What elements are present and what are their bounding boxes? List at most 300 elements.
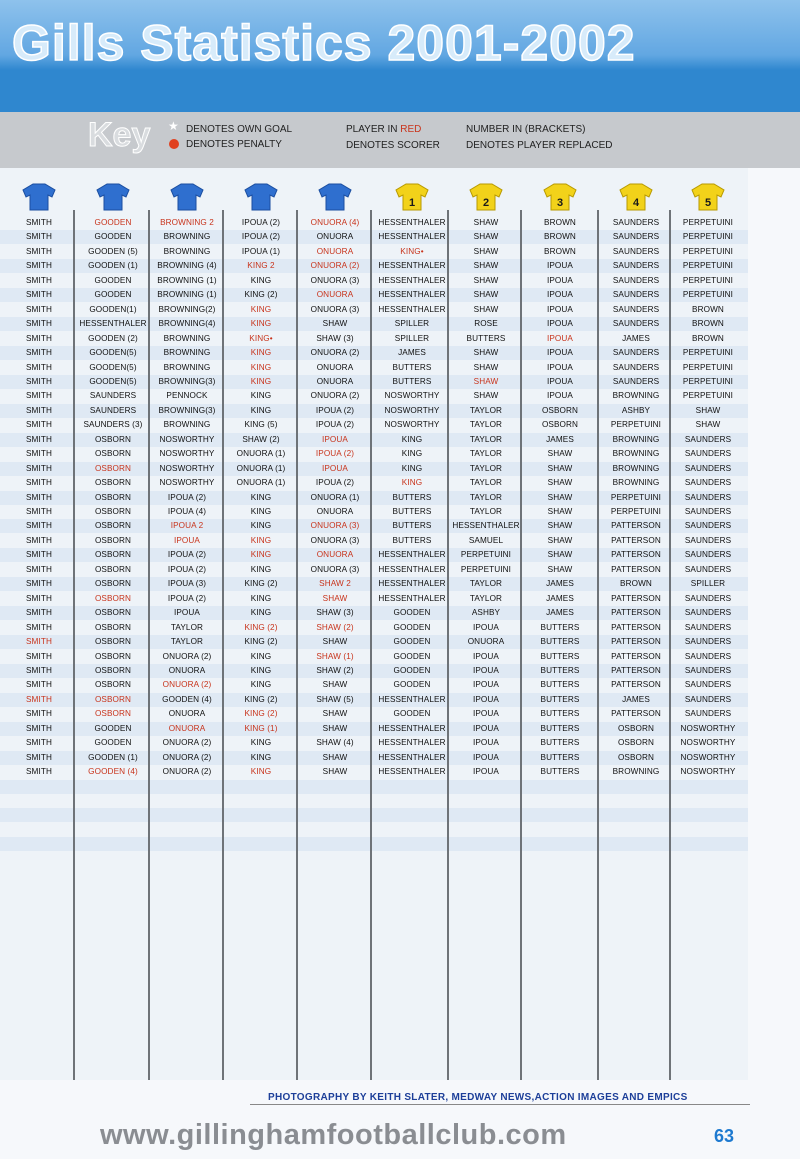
lineup-cell: BUTTERS: [540, 738, 580, 748]
lineup-cell: HESSENTHALER: [378, 290, 446, 300]
photo-credit: PHOTOGRAPHY BY KEITH SLATER, MEDWAY NEWS,ACTION IMAGES AND EMPICS: [268, 1092, 688, 1103]
lineup-cell: IPOUA (4): [167, 507, 207, 516]
lineup-cell: SAUNDERS: [684, 608, 732, 618]
lineup-cell: GOODEN (4): [88, 767, 138, 777]
lineup-cell: SHAW: [473, 348, 499, 358]
lineup-cell: SPILLER: [394, 333, 430, 343]
lineup-cell: SHAW (2): [316, 665, 354, 675]
lineup-cell: GOODEN: [393, 608, 431, 618]
lineup-cell: IPOUA 2: [170, 521, 204, 531]
lineup-cell: IPOUA: [473, 752, 499, 762]
credit-divider: [250, 1104, 750, 1105]
lineup-cell: OSBORN: [94, 709, 132, 719]
lineup-cell: ONUORA: [316, 362, 354, 372]
lineup-cell: BROWNING(3): [158, 405, 216, 415]
lineup-cell: IPOUA: [322, 463, 348, 473]
lineup-cell: KING: [250, 564, 272, 574]
lineup-cell: KING (2): [244, 290, 278, 300]
lineup-cell: KING: [250, 752, 272, 762]
lineup-cell: KING: [250, 405, 272, 415]
lineup-cell: IPOUA (2): [241, 218, 281, 227]
lineup-cell: HESSENTHALER: [378, 550, 446, 560]
lineup-cell: PATTERSON: [611, 680, 661, 690]
lineup-cell: SAUNDERS: [612, 290, 660, 300]
lineup-cell: BROWNING: [163, 420, 211, 430]
lineup-cell: ONUORA (3): [310, 521, 360, 531]
lineup-cell: BUTTERS: [540, 694, 580, 704]
lineup-cell: PATTERSON: [611, 665, 661, 675]
lineup-cell: ONUORA (2): [162, 738, 212, 748]
lineup-cell: SMITH: [26, 651, 52, 661]
shirt-number: 3: [556, 197, 564, 209]
lineup-cell: BROWNING: [612, 478, 660, 488]
home-shirt-icon: [317, 182, 353, 212]
lineup-cell: NOSWORTHY: [384, 391, 440, 401]
lineup-cell: KING: [250, 521, 272, 531]
lineup-cell: GOODEN: [94, 218, 132, 227]
lineup-cell: KING: [250, 348, 272, 358]
shirt-number: 4: [632, 197, 640, 209]
lineup-cell: IPOUA: [547, 261, 573, 271]
lineup-cell: IPOUA: [547, 275, 573, 285]
lineup-cell: OSBORN: [617, 723, 655, 733]
lineup-cell: SHAW (3): [316, 608, 354, 618]
home-shirt-icon: [243, 182, 279, 212]
lineup-cell: SAUNDERS: [612, 304, 660, 314]
lineup-cell: SPILLER: [690, 579, 726, 589]
lineup-cell: KING: [401, 478, 423, 488]
lineup-cell: GOODEN (4): [162, 694, 212, 704]
lineup-cell: HESSENTHALER: [378, 738, 446, 748]
shirt-number: 1: [408, 197, 416, 209]
lineup-cell: KING (2): [244, 579, 278, 589]
lineup-cell: PERPETUINI: [682, 246, 734, 256]
lineup-cell: NOSWORTHY: [159, 449, 215, 459]
lineup-cell: IPOUA: [473, 622, 499, 632]
lineup-cell: GOODEN(1): [89, 304, 137, 314]
lineup-cell: SMITH: [26, 261, 52, 271]
lineup-cell: TAYLOR: [469, 463, 503, 473]
away-shirt-icon: [394, 182, 430, 212]
website-url: www.gillinghamfootballclub.com: [100, 1119, 567, 1151]
lineup-cell: IPOUA (2): [241, 232, 281, 242]
lineup-cell: PENNOCK: [166, 391, 208, 401]
lineup-cell: OSBORN: [94, 637, 132, 647]
lineup-cell: SAUNDERS: [684, 564, 732, 574]
lineup-cell: SHAW (1): [316, 651, 354, 661]
lineup-cell: ONUORA: [316, 550, 354, 560]
lineup-cell: HESSENTHALER: [378, 723, 446, 733]
lineup-cell: BROWN: [620, 579, 652, 589]
lineup-cell: KING: [250, 391, 272, 401]
lineup-cell: HESSENTHALER: [378, 218, 446, 227]
lineup-cell: BUTTERS: [540, 767, 580, 777]
lineup-cell: IPOUA: [473, 709, 499, 719]
lineup-cell: OSBORN: [617, 752, 655, 762]
lineup-cell: BUTTERS: [540, 680, 580, 690]
lineup-cell: OSBORN: [94, 694, 132, 704]
lineup-cell: HESSENTHALER: [378, 232, 446, 242]
lineup-cell: HESSENTHALER: [378, 767, 446, 777]
lineup-cell: SMITH: [26, 521, 52, 531]
lineup-cell: IPOUA: [547, 304, 573, 314]
lineup-cell: GOODEN: [94, 290, 132, 300]
key-number-brackets: NUMBER IN (BRACKETS): [466, 124, 586, 135]
lineup-cell: SAUNDERS: [684, 449, 732, 459]
lineup-cell: OSBORN: [617, 738, 655, 748]
lineup-cell: ONUORA: [168, 723, 206, 733]
lineup-cell: BUTTERS: [540, 637, 580, 647]
lineup-cell: NOSWORTHY: [680, 738, 736, 748]
lineup-cell: ONUORA (3): [310, 304, 360, 314]
row-stripe: [0, 780, 748, 794]
lineup-cell: BUTTERS: [540, 622, 580, 632]
lineup-cell: SMITH: [26, 608, 52, 618]
lineup-cell: SMITH: [26, 246, 52, 256]
lineup-cell: SMITH: [26, 535, 52, 545]
lineup-cell: BROWNING(4): [158, 319, 216, 329]
lineup-cell: SAUNDERS: [684, 492, 732, 502]
lineup-cell: IPOUA (2): [167, 550, 207, 560]
lineup-cell: BROWNING: [163, 348, 211, 358]
lineup-cell: IPOUA: [322, 434, 348, 444]
lineup-cell: SMITH: [26, 622, 52, 632]
lineup-cell: SHAW: [322, 637, 348, 647]
lineup-cell: SMITH: [26, 550, 52, 560]
lineup-cell: HESSENTHALER: [452, 521, 520, 531]
lineup-cell: ONUORA (2): [310, 348, 360, 358]
lineup-cell: KING (2): [244, 622, 278, 632]
lineup-cell: IPOUA: [547, 319, 573, 329]
lineup-cell: KING: [250, 304, 272, 314]
lineup-cell: SAUNDERS: [684, 651, 732, 661]
lineup-cell: PERPETUINI: [682, 218, 734, 227]
lineup-cell: PATTERSON: [611, 622, 661, 632]
lineup-cell: KING: [250, 767, 272, 777]
lineup-cell: OSBORN: [94, 434, 132, 444]
lineup-cell: SMITH: [26, 738, 52, 748]
lineup-cell: PERPETUINI: [682, 232, 734, 242]
lineup-cell: PERPETUINI: [682, 275, 734, 285]
lineup-cell: NOSWORTHY: [384, 420, 440, 430]
row-stripe: [0, 837, 748, 851]
lineup-cell: JAMES: [546, 579, 574, 589]
lineup-cell: SMITH: [26, 463, 52, 473]
lineup-cell: IPOUA: [473, 680, 499, 690]
lineup-cell: TAYLOR: [469, 434, 503, 444]
lineup-cell: KING: [250, 550, 272, 560]
lineup-cell: GOODEN (1): [88, 752, 138, 762]
lineup-cell: IPOUA: [547, 290, 573, 300]
lineup-cell: SPILLER: [394, 319, 430, 329]
lineup-cell: ONUORA (2): [310, 391, 360, 401]
lineup-cell: SHAW: [547, 535, 573, 545]
lineup-cell: GOODEN (1): [88, 261, 138, 271]
lineup-cell: KING (2): [244, 637, 278, 647]
lineup-cell: BUTTERS: [392, 507, 432, 516]
lineup-cell: IPOUA (2): [315, 420, 355, 430]
lineup-cell: ONUORA: [168, 709, 206, 719]
lineup-cell: SAUNDERS: [684, 665, 732, 675]
lineup-cell: TAYLOR: [469, 579, 503, 589]
lineup-cell: IPOUA: [547, 362, 573, 372]
lineup-cell: ONUORA: [168, 665, 206, 675]
lineup-cell: BUTTERS: [540, 752, 580, 762]
lineup-cell: BROWNING: [612, 434, 660, 444]
lineup-cell: KING•: [249, 333, 273, 343]
lineup-cell: NOSWORTHY: [680, 767, 736, 777]
lineup-cell: JAMES: [546, 593, 574, 603]
lineup-cell: JAMES: [546, 608, 574, 618]
lineup-cell: NOSWORTHY: [159, 434, 215, 444]
lineup-cell: SHAW (5): [316, 694, 354, 704]
lineup-cell: IPOUA (1): [241, 246, 281, 256]
lineup-cell: GOODEN(5): [89, 376, 137, 386]
lineup-cell: PATTERSON: [611, 535, 661, 545]
away-shirt-icon: [542, 182, 578, 212]
lineup-cell: SMITH: [26, 391, 52, 401]
lineup-cell: ONUORA: [316, 290, 354, 300]
lineup-cell: OSBORN: [94, 680, 132, 690]
lineup-cell: JAMES: [546, 434, 574, 444]
lineup-cell: GOODEN: [393, 665, 431, 675]
lineup-cell: BUTTERS: [540, 665, 580, 675]
lineup-cell: BROWNING (1): [157, 275, 217, 285]
lineup-cell: SHAW: [473, 218, 499, 227]
lineup-cell: BROWNING: [612, 391, 660, 401]
lineup-cell: PERPETUINI: [682, 376, 734, 386]
lineup-cell: BROWNING(3): [158, 376, 216, 386]
lineup-cell: HESSENTHALER: [378, 694, 446, 704]
lineup-cell: SMITH: [26, 290, 52, 300]
home-shirt-icon: [21, 182, 57, 212]
lineup-cell: SHAW (4): [316, 738, 354, 748]
lineup-cell: BROWNING: [612, 449, 660, 459]
lineup-cell: IPOUA: [473, 651, 499, 661]
lineup-cell: SMITH: [26, 434, 52, 444]
lineup-cell: HESSENTHALER: [79, 319, 147, 329]
lineup-cell: SHAW: [547, 463, 573, 473]
shirt-number: 5: [704, 197, 712, 209]
key-player-in-prefix: PLAYER IN: [346, 124, 401, 135]
key-denotes-replaced: DENOTES PLAYER REPLACED: [466, 140, 613, 151]
lineup-cell: BROWN: [544, 246, 576, 256]
lineup-cell: SAUNDERS: [612, 362, 660, 372]
page-title: Gills Statistics 2001-2002: [12, 15, 636, 71]
lineup-cell: BROWNING: [612, 767, 660, 777]
lineup-cell: IPOUA (2): [167, 564, 207, 574]
lineup-cell: ONUORA (1): [310, 492, 360, 502]
lineup-cell: HESSENTHALER: [378, 304, 446, 314]
lineup-cell: SHAW: [322, 723, 348, 733]
lineup-cell: SAUNDERS: [684, 478, 732, 488]
lineup-cell: OSBORN: [94, 463, 132, 473]
lineup-cell: SHAW: [547, 550, 573, 560]
lineup-cell: SAUNDERS: [684, 709, 732, 719]
lineup-cell: PERPETUINI: [610, 420, 662, 430]
lineup-cell: PERPETUINI: [460, 550, 512, 560]
lineup-cell: SAUNDERS: [612, 218, 660, 227]
shirt-number: 2: [482, 197, 490, 209]
lineup-cell: SAUNDERS: [684, 521, 732, 531]
lineup-cell: OSBORN: [541, 420, 579, 430]
lineup-cell: SMITH: [26, 752, 52, 762]
lineup-cell: BROWNING (1): [157, 290, 217, 300]
lineup-cell: SAUNDERS: [684, 535, 732, 545]
home-shirt-icon: [169, 182, 205, 212]
lineup-cell: SMITH: [26, 362, 52, 372]
lineup-cell: PERPETUINI: [682, 391, 734, 401]
lineup-cell: ONUORA (3): [310, 535, 360, 545]
lineup-cell: ONUORA (1): [236, 478, 286, 488]
lineup-cell: SMITH: [26, 723, 52, 733]
lineup-cell: ONUORA: [316, 232, 354, 242]
lineup-cell: SHAW: [547, 449, 573, 459]
lineup-cell: SMITH: [26, 709, 52, 719]
lineup-cell: OSBORN: [94, 521, 132, 531]
lineup-cell: SAUNDERS: [684, 622, 732, 632]
lineup-cell: ONUORA (3): [310, 564, 360, 574]
lineup-cell: KING: [401, 449, 423, 459]
lineup-cell: OSBORN: [94, 550, 132, 560]
lineup-cell: IPOUA (2): [315, 405, 355, 415]
away-shirt-icon: [468, 182, 504, 212]
lineup-cell: SMITH: [26, 478, 52, 488]
lineup-cell: SMITH: [26, 579, 52, 589]
key-penalty: DENOTES PENALTY: [186, 139, 282, 150]
lineup-cell: GOODEN(5): [89, 362, 137, 372]
lineup-cell: PATTERSON: [611, 608, 661, 618]
lineup-cell: ONUORA: [316, 507, 354, 516]
lineup-cell: IPOUA: [473, 694, 499, 704]
lineup-cell: KING: [401, 434, 423, 444]
lineup-cell: SAUNDERS: [612, 232, 660, 242]
lineup-cell: SMITH: [26, 348, 52, 358]
lineup-cell: IPOUA: [174, 535, 200, 545]
lineup-cell: NOSWORTHY: [159, 478, 215, 488]
lineup-cell: SHAW: [695, 420, 721, 430]
lineup-cell: SHAW: [322, 752, 348, 762]
lineup-cell: KING (2): [244, 694, 278, 704]
lineup-cell: IPOUA (2): [167, 492, 207, 502]
lineup-cell: BROWNING: [163, 246, 211, 256]
lineup-cell: KING (5): [244, 420, 278, 430]
lineup-cell: SMITH: [26, 449, 52, 459]
lineup-cell: SMITH: [26, 333, 52, 343]
lineup-cell: SHAW: [322, 593, 348, 603]
lineup-cell: KING (1): [244, 723, 278, 733]
lineup-cell: SMITH: [26, 593, 52, 603]
lineup-cell: KING: [250, 492, 272, 502]
lineup-cell: BROWNING: [163, 232, 211, 242]
lineup-cell: ONUORA: [316, 246, 354, 256]
lineup-cell: SHAW: [695, 405, 721, 415]
lineup-cell: JAMES: [622, 694, 650, 704]
own-goal-star-icon: ★: [168, 119, 179, 133]
lineup-cell: BUTTERS: [540, 651, 580, 661]
lineup-cell: KING: [250, 651, 272, 661]
lineup-cell: NOSWORTHY: [680, 752, 736, 762]
lineup-cell: JAMES: [398, 348, 426, 358]
lineup-cell: SMITH: [26, 637, 52, 647]
lineup-cell: ONUORA: [467, 637, 505, 647]
lineup-cell: OSBORN: [94, 492, 132, 502]
lineup-cell: IPOUA: [473, 723, 499, 733]
lineup-cell: KING: [250, 319, 272, 329]
lineup-cell: ONUORA (2): [162, 651, 212, 661]
lineup-cell: KING (2): [244, 709, 278, 719]
lineup-cell: PATTERSON: [611, 651, 661, 661]
lineup-cell: TAYLOR: [469, 507, 503, 516]
lineup-cell: SMITH: [26, 275, 52, 285]
lineup-cell: BROWN: [692, 304, 724, 314]
lineup-cell: BUTTERS: [540, 709, 580, 719]
lineup-cell: SAUNDERS: [684, 637, 732, 647]
lineup-cell: SHAW: [473, 362, 499, 372]
lineup-cell: JAMES: [622, 333, 650, 343]
lineup-cell: IPOUA: [547, 348, 573, 358]
lineup-cell: SHAW: [322, 709, 348, 719]
lineup-cell: IPOUA: [473, 665, 499, 675]
lineup-cell: BROWN: [544, 232, 576, 242]
lineup-cell: SHAW (2): [316, 622, 354, 632]
lineup-cell: SAUNDERS: [612, 348, 660, 358]
lineup-cell: SMITH: [26, 564, 52, 574]
lineup-cell: OSBORN: [94, 507, 132, 516]
lineup-cell: OSBORN: [94, 564, 132, 574]
lineup-cell: SMITH: [26, 665, 52, 675]
page-number: 63: [714, 1126, 735, 1146]
lineup-cell: SAMUEL: [468, 535, 504, 545]
lineup-cell: SHAW: [473, 304, 499, 314]
lineup-cell: PERPETUINI: [610, 507, 662, 516]
lineup-cell: KING: [250, 362, 272, 372]
lineup-cell: BROWNING: [163, 362, 211, 372]
lineup-cell: SHAW: [473, 232, 499, 242]
lineup-cell: ONUORA (2): [162, 680, 212, 690]
lineup-cell: KING: [250, 608, 272, 618]
lineup-cell: TAYLOR: [469, 478, 503, 488]
lineup-cell: SAUNDERS: [684, 694, 732, 704]
lineup-cell: SMITH: [26, 376, 52, 386]
lineup-cell: PERPETUINI: [610, 492, 662, 502]
lineup-cell: TAYLOR: [469, 405, 503, 415]
lineup-cell: SAUNDERS: [612, 376, 660, 386]
lineup-cell: HESSENTHALER: [378, 579, 446, 589]
lineup-cell: NOSWORTHY: [384, 405, 440, 415]
away-shirt-icon: [618, 182, 654, 212]
away-shirt-icon: [690, 182, 726, 212]
lineup-cell: BROWNING(2): [158, 304, 216, 314]
lineup-cell: SHAW 2: [319, 579, 351, 589]
lineup-cell: SAUNDERS: [684, 463, 732, 473]
lineup-cell: GOODEN (2): [88, 333, 138, 343]
lineup-cell: ONUORA (1): [236, 463, 286, 473]
lineup-cell: BROWNING (4): [157, 261, 217, 271]
lineup-cell: SHAW: [547, 521, 573, 531]
lineup-cell: SHAW (3): [316, 333, 354, 343]
lineup-cell: SAUNDERS: [612, 246, 660, 256]
lineup-cell: SAUNDERS: [89, 391, 137, 401]
lineup-cell: BUTTERS: [392, 535, 432, 545]
lineup-cell: ONUORA (2): [162, 752, 212, 762]
lineup-cell: GOODEN: [94, 723, 132, 733]
lineup-cell: SHAW: [547, 564, 573, 574]
lineup-cell: ASHBY: [621, 405, 651, 415]
lineup-cell: PERPETUINI: [682, 290, 734, 300]
lineup-cell: ONUORA: [316, 376, 354, 386]
lineup-cell: ONUORA (4): [310, 218, 360, 227]
